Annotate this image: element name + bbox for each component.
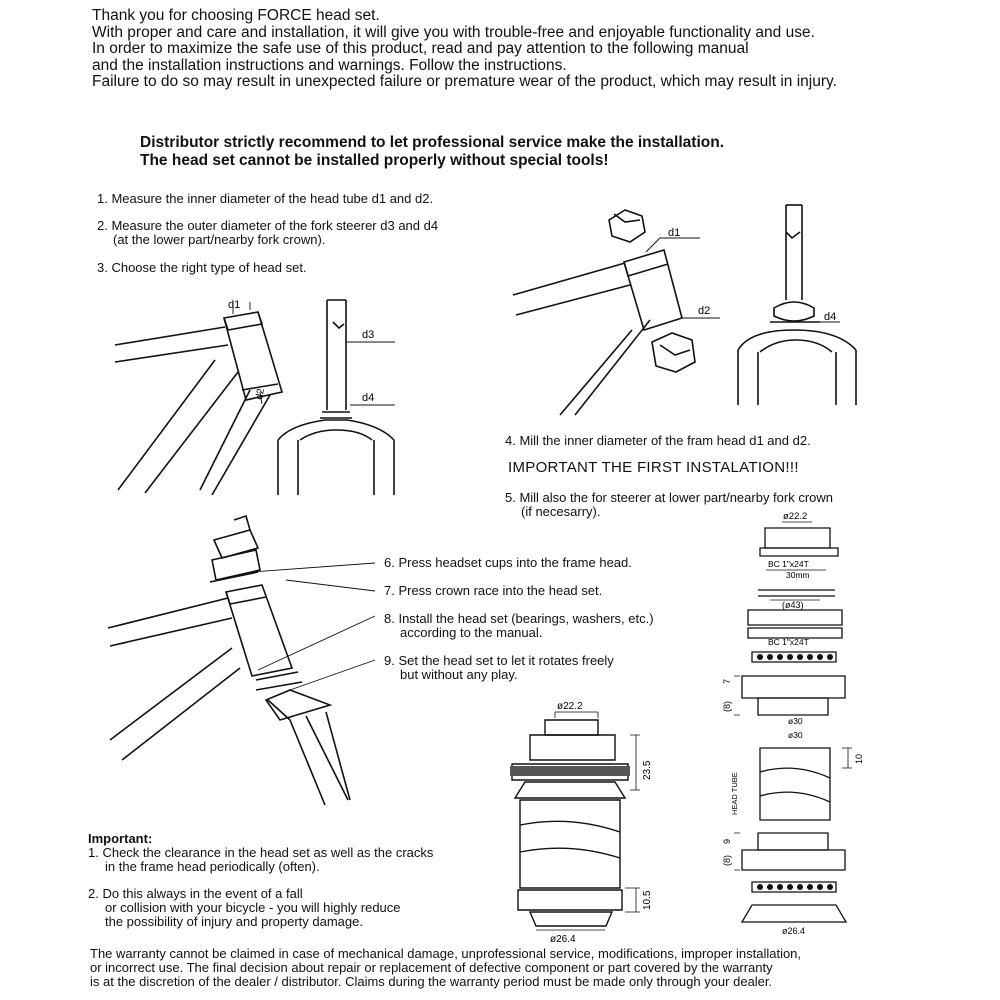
warranty-line: is at the discretion of the dealer / distributor. Claims during the warranty period must be made only through your dealer. [90,973,773,989]
label-d1: d1 [228,299,241,311]
step-8-line: according to the manual. [400,625,543,640]
dim-8: (8) [722,701,732,712]
step-3: 3. Choose the right type of head set. [97,260,307,275]
dim-26-4: ø26.4 [782,926,806,936]
step-7: 7. Press crown race into the head set. [384,583,603,598]
label-d2: d2 [254,387,267,401]
important-line: the possibility of injury and property damage. [105,914,363,929]
dim-43: (ø43) [782,600,804,610]
dim-10: 10 [854,753,864,764]
step-9-line: but without any play. [400,667,518,682]
step-9-line: 9. Set the head set to let it rotates freely [384,653,614,668]
intro-line: Thank you for choosing FORCE head set. [92,7,380,24]
important-line: 2. Do this always in the event of a fall [88,886,303,901]
intro-line: With proper and care and installation, it will give you with trouble-free and enjoyable functionality and use. [92,23,815,41]
important-line: 1. Check the clearance in the head set as well as the cracks [88,845,434,860]
label-d1: d1 [668,227,681,239]
dim-9: 9 [722,838,732,844]
dim-8: (8) [722,855,732,866]
warning-line: The head set cannot be installed properly without special tools! [140,152,609,169]
important-heading: Important: [88,831,153,846]
warranty-line: or incorrect use. The final decision about repair or replacement of defective component or part covered by the warranty [90,959,773,975]
dim-22-2: ø22.2 [783,511,808,522]
dim-30mm: 30mm [786,570,810,580]
dim-7: 7 [722,678,732,684]
important-first-installation: IMPORTANT THE FIRST INSTALATION!!! [508,459,799,476]
label-d4: d4 [362,392,375,404]
dim-bc: BC 1"x24T [768,559,809,569]
step-5-line: 5. Mill also the for steerer at lower part/nearby fork crown [505,490,834,505]
step-1: 1. Measure the inner diameter of the head tube d1 and d2. [97,191,434,206]
dim-26-4: ø26.4 [550,934,576,945]
dim-23-5: 23.5 [642,760,653,780]
label-d4: d4 [824,311,837,323]
dim-30-bottom: ø30 [788,730,803,740]
dim-30-top: ø30 [788,716,803,726]
step-8-line: 8. Install the head set (bearings, washers, etc.) [384,611,654,626]
warranty-line: The warranty cannot be claimed in case of mechanical damage, unprofessional service, modifications, improper installation, [90,946,802,961]
label-d2: d2 [698,305,711,317]
intro-line: Failure to do so may result in unexpected failure or premature wear of the product, which may result in injury. [92,73,837,90]
head-tube-label: HEAD TUBE [730,772,739,815]
label-d3: d3 [362,329,375,341]
step-2-line: 2. Measure the outer diameter of the fork steerer d3 and d4 [97,218,439,233]
step-2-line: (at the lower part/nearby fork crown). [113,232,326,247]
intro-line: In order to maximize the safe use of this product, read and pay attention to the following manual [92,40,749,57]
step-4: 4. Mill the inner diameter of the fram head d1 and d2. [505,433,811,448]
warning-line: Distributor strictly recommend to let professional service make the installation. [140,134,724,151]
dim-22-2: ø22.2 [557,701,583,712]
intro-line: and the installation instructions and warnings. Follow the instructions. [92,56,567,74]
dim-bc: BC 1"x24T [768,637,809,647]
important-line: or collision with your bicycle - you will highly reduce [105,900,401,915]
step-5-line: (if necesarry). [521,504,601,519]
step-6: 6. Press headset cups into the frame head. [384,555,632,570]
dim-10-5: 10.5 [642,890,653,910]
important-line: in the frame head periodically (often). [105,859,320,874]
